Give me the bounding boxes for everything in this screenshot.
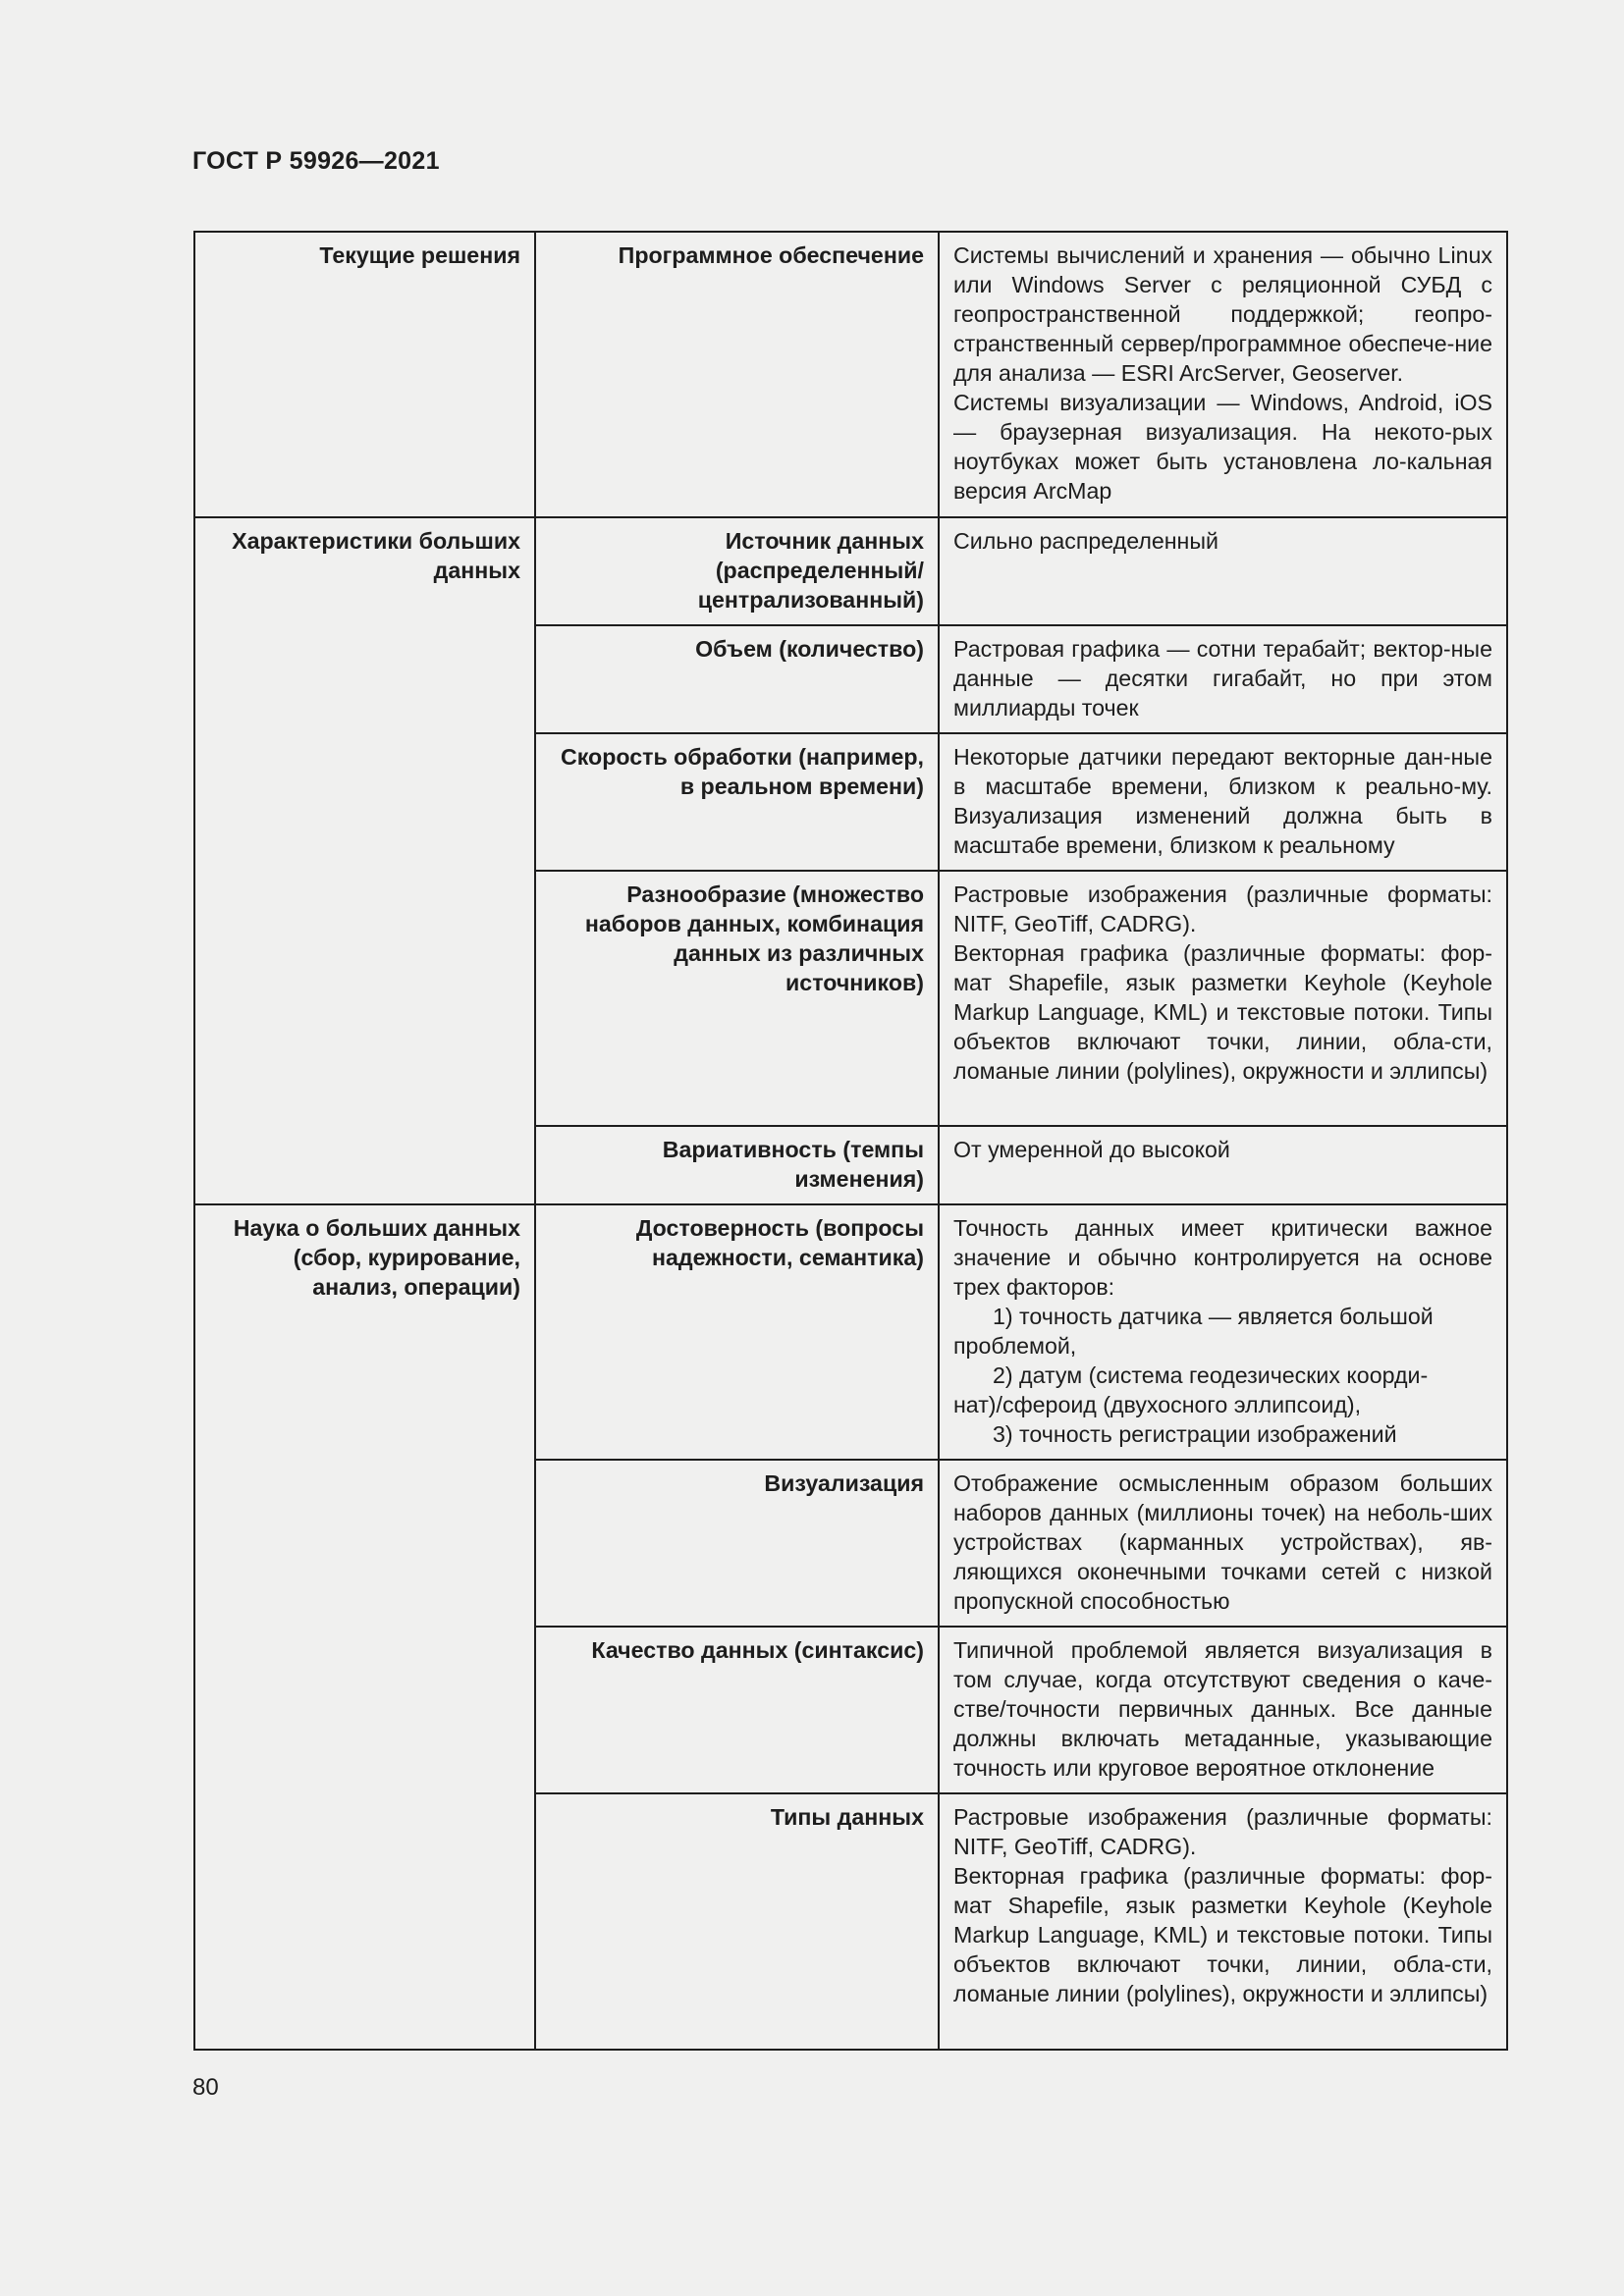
- description-paragraph: Векторная графика (различные форматы: фор-мат Shapefile, язык разметки Keyhole (Keyhole Markup Language, KML) и текстовые потоки. Типы объектов включают точки, линии, обла-сти, ломаные линии (polylines), окружности и эллипсы): [953, 940, 1492, 1084]
- list-item: 3) точность регистрации изображений: [993, 1421, 1397, 1447]
- description-cell: [939, 1627, 1507, 1793]
- description-cell: [939, 517, 1507, 625]
- document-header: ГОСТ Р 59926—2021: [192, 147, 440, 175]
- description-cell: [939, 871, 1507, 1126]
- description-paragraph: Точность данных имеет критически важное значение и обычно контролируется на основе трех факторов:: [953, 1215, 1492, 1300]
- aspect-cell: Скорость обработки (например, в реальном времени): [535, 733, 939, 871]
- description-paragraph: От умеренной до высокой: [953, 1137, 1230, 1162]
- description-paragraph: Системы визуализации — Windows, Android, iOS — браузерная визуализация. На некото-рых ноутбуках может быть установлена ло-кальная версия ArcMap: [953, 390, 1492, 504]
- description-paragraph: Растровые изображения (различные форматы: NITF, GeoTiff, CADRG).: [953, 1804, 1492, 1859]
- category-cell: Характеристики больших данных: [194, 517, 535, 1204]
- description-cell: [939, 1204, 1507, 1460]
- category-cell: Текущие решения: [194, 232, 535, 517]
- page-number: 80: [192, 2074, 219, 2101]
- description-paragraph: Типичной проблемой является визуализация в том случае, когда отсутствуют сведения о каче-стве/точности первичных данных. Все данные должны включать метаданные, указывающие точность или круговое вероятное отклонение: [953, 1637, 1492, 1781]
- description-paragraph: Векторная графика (различные форматы: фор-мат Shapefile, язык разметки Keyhole (Keyhole Markup Language, KML) и текстовые потоки. Типы объектов включают точки, линии, обла-сти, ломаные линии (polylines), окружности и эллипсы): [953, 1863, 1492, 2006]
- description-cell: [939, 1460, 1507, 1627]
- aspect-cell: Вариативность (темпы изменения): [535, 1126, 939, 1204]
- description-paragraph: Некоторые датчики передают векторные дан-ные в масштабе времени, близком к реально-му. Визуализация изменений должна быть в масштабе времени, близком к реальному: [953, 744, 1492, 858]
- table-row: [194, 517, 1507, 625]
- aspect-cell: Качество данных (синтаксис): [535, 1627, 939, 1793]
- aspect-cell: Достоверность (вопросы надежности, семантика): [535, 1204, 939, 1460]
- description-cell: [939, 733, 1507, 871]
- description-cell: [939, 1793, 1507, 2050]
- description-cell: [939, 625, 1507, 733]
- description-paragraph: Растровые изображения (различные форматы: NITF, GeoTiff, CADRG).: [953, 881, 1492, 936]
- description-paragraph: Отображение осмысленным образом больших наборов данных (миллионы точек) на неболь-ших устройствах (карманных устройствах), яв-ляющихся оконечными точками сетей с низкой пропускной способностью: [953, 1470, 1492, 1614]
- category-cell: Наука о больших данных (сбор, курирование, анализ, операции): [194, 1204, 535, 2050]
- aspect-cell: Типы данных: [535, 1793, 939, 2050]
- aspect-cell: Источник данных (распределенный/централизованный): [535, 517, 939, 625]
- description-cell: [939, 232, 1507, 517]
- aspect-cell: Визуализация: [535, 1460, 939, 1627]
- aspect-cell: Разнообразие (множество наборов данных, комбинация данных из различных источников): [535, 871, 939, 1126]
- list-item: 2) датум (система геодезических коорди-: [993, 1362, 1429, 1388]
- description-paragraph: Сильно распределенный: [953, 528, 1218, 554]
- table-row: [194, 232, 1507, 517]
- aspect-cell: Программное обеспечение: [535, 232, 939, 517]
- specification-table: [193, 231, 1508, 2051]
- description-paragraph: Растровая графика — сотни терабайт; вектор-ные данные — десятки гигабайт, но при этом миллиарды точек: [953, 636, 1492, 721]
- aspect-cell: Объем (количество): [535, 625, 939, 733]
- list-item-continuation: проблемой,: [953, 1333, 1077, 1359]
- description-paragraph: Системы вычислений и хранения — обычно Linux или Windows Server с реляционной СУБД с геопространственной поддержкой; геопро-странственный сервер/программное обеспече-ние для анализа — ESRI ArcServer, Geoserver.: [953, 242, 1492, 386]
- list-item-continuation: нат)/сфероид (двухосного эллипсоид),: [953, 1392, 1362, 1417]
- list-item: 1) точность датчика — является большой: [993, 1304, 1434, 1329]
- table-row: [194, 1204, 1507, 1460]
- description-cell: [939, 1126, 1507, 1204]
